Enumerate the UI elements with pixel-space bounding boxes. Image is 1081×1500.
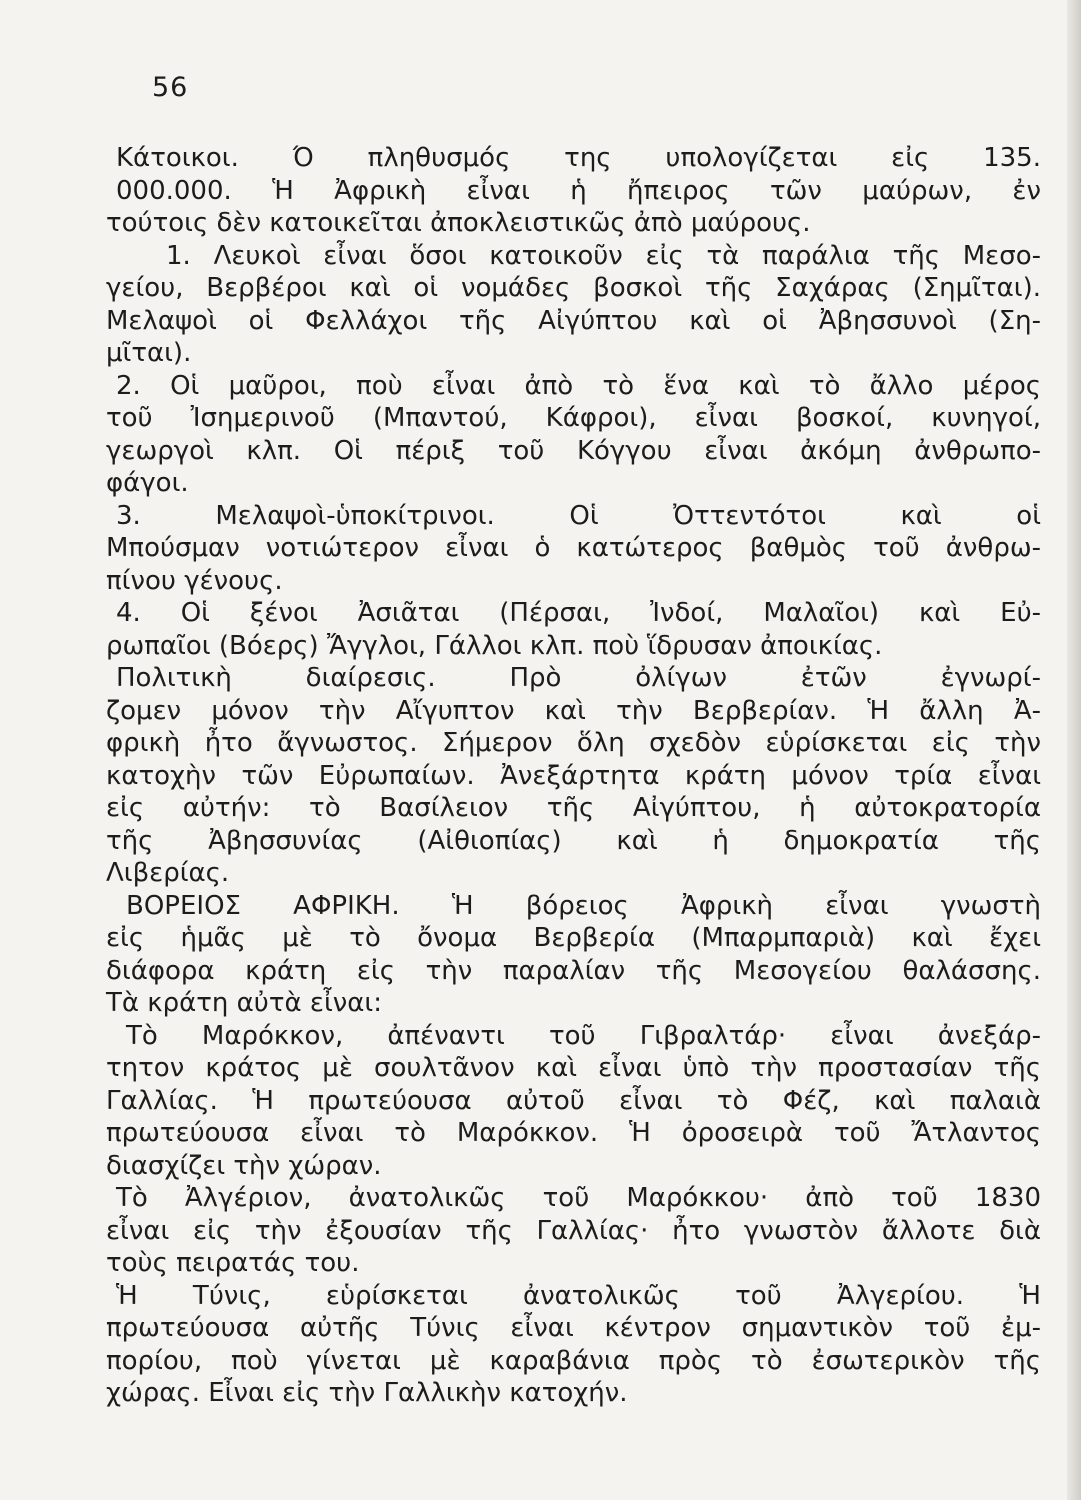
page-number: 56: [152, 72, 189, 103]
text-line: εἰς αὐτήν: τὸ Βασίλειον τῆς Αἰγύπτου, ἡ αὐτοκρατορία: [106, 793, 1041, 823]
text-line: κατοχὴν τῶν Εὐρωπαίων. Ἀνεξάρτητα κράτη μόνον τρία εἶναι: [106, 760, 1041, 791]
text-line: πίνου γένους.: [106, 565, 283, 596]
text-line: πορίου, ποὺ γίνεται μὲ καραβάνια πρὸς τὸ ἐσωτερικὸν τῆς: [106, 1345, 1041, 1376]
text-line: 000.000. Ἡ Ἀφρικὴ εἶναι ἡ ἤπειρος τῶν μαύρων, ἐν: [116, 175, 1041, 206]
text-line: γεωργοὶ κλπ. Οἱ πέριξ τοῦ Κόγγου εἶναι ἀκόμη ἀνθρωπο-: [106, 435, 1041, 466]
text-line: εἰς ἡμᾶς μὲ τὸ ὄνομα Βερβερία (Μπαρμπαριὰ) καὶ ἔχει: [106, 923, 1041, 953]
text-line: τοὺς πειρατάς του.: [106, 1248, 360, 1278]
text-line: Πολιτικὴ διαίρεσις. Πρὸ ὀλίγων ἐτῶν ἐγνωρί-: [116, 663, 1041, 693]
text-line: 1. Λευκοὶ εἶναι ὅσοι κατοικοῦν εἰς τὰ παράλια τῆς Μεσο-: [166, 240, 1041, 271]
text-line: Μελαψοὶ οἱ Φελλάχοι τῆς Αἰγύπτου καὶ οἱ Ἀβησσυνοὶ (Ση-: [106, 305, 1041, 336]
text-line: ΒΟΡΕΙΟΣ ΑΦΡΙΚΗ. Ἡ βόρειος Ἀφρικὴ εἶναι γνωστὴ: [126, 890, 1041, 921]
text-line: 3. Μελαψοὶ-ὑποκίτρινοι. Οἱ Ὀττεντότοι καὶ οἱ: [116, 500, 1041, 531]
text-line: Τὸ Ἀλγέριον, ἀνατολικῶς τοῦ Μαρόκκου· ἀπὸ τοῦ 1830: [116, 1183, 1041, 1213]
body-text: [106, 142, 1041, 1410]
text-line: Ἡ Τύνις, εὑρίσκεται ἀνατολικῶς τοῦ Ἀλγερίου. Ἡ: [116, 1280, 1041, 1311]
text-line: 4. Οἱ ξένοι Ἀσιᾶται (Πέρσαι, Ἰνδοί, Μαλαῖοι) καὶ Εὐ-: [116, 598, 1041, 628]
text-line: 2. Οἱ μαῦροι, ποὺ εἶναι ἀπὸ τὸ ἕνα καὶ τὸ ἄλλο μέρος: [116, 370, 1041, 401]
text-line: ρωπαῖοι (Βόερς) Ἄγγλοι, Γάλλοι κλπ. ποὺ ἵδρυσαν ἀποικίας.: [106, 630, 883, 661]
text-line: χώρας. Εἶναι εἰς τὴν Γαλλικὴν κατοχήν.: [106, 1378, 628, 1408]
text-line: Γαλλίας. Ἡ πρωτεύουσα αὐτοῦ εἶναι τὸ Φέζ, καὶ παλαιὰ: [106, 1085, 1041, 1116]
text-line: Τὰ κράτη αὐτὰ εἶναι:: [106, 988, 382, 1018]
text-line: πρωτεύουσα εἶναι τὸ Μαρόκκον. Ἡ ὀροσειρὰ τοῦ Ἄτλαντος: [106, 1118, 1041, 1148]
text-line: εἶναι εἰς τὴν ἐξουσίαν τῆς Γαλλίας· ἦτο γνωστὸν ἄλλοτε διὰ: [106, 1215, 1041, 1246]
text-line: Λιβερίας.: [106, 858, 230, 888]
text-line: τούτοις δὲν κατοικεῖται ἀποκλειστικῶς ἀπὸ μαύρους.: [106, 208, 811, 238]
text-line: γείου, Βερβέροι καὶ οἱ νομάδες βοσκοὶ τῆς Σαχάρας (Σημῖται).: [106, 273, 1041, 303]
text-line: φρικὴ ἦτο ἄγνωστος. Σήμερον ὅλη σχεδὸν εὑρίσκεται εἰς τὴν: [106, 728, 1041, 758]
text-line: τῆς Ἀβησσυνίας (Αἰθιοπίας) καὶ ἡ δημοκρατία τῆς: [106, 825, 1041, 856]
text-line: μῖται).: [106, 338, 192, 368]
text-line: διασχίζει τὴν χώραν.: [106, 1150, 382, 1181]
text-line: πρωτεύουσα αὐτῆς Τύνις εἶναι κέντρον σημαντικὸν τοῦ ἐμ-: [106, 1313, 1041, 1343]
text-line: τοῦ Ἰσημερινοῦ (Μπαντού, Κάφροι), εἶναι βοσκοί, κυνηγοί,: [106, 403, 1041, 433]
text-line: Τὸ Μαρόκκον, ἀπέναντι τοῦ Γιβραλτάρ· εἶναι ἀνεξάρ-: [126, 1020, 1041, 1051]
text-line: φάγοι.: [106, 468, 189, 498]
text-line: Κάτοικοι. Ό πληθυσμός της υπολογίζεται εἰς 135.: [116, 143, 1041, 173]
text-line: Μπούσμαν νοτιώτερον εἶναι ὁ κατώτερος βαθμὸς τοῦ ἀνθρω-: [106, 533, 1041, 563]
text-line: διάφορα κράτη εἰς τὴν παραλίαν τῆς Μεσογείου θαλάσσης.: [106, 955, 1041, 986]
text-line: τητον κράτος μὲ σουλτᾶνον καὶ εἶναι ὑπὸ τὴν προστασίαν τῆς: [106, 1053, 1041, 1083]
page-edge-shadow: [1067, 0, 1081, 1500]
text-line: ζομεν μόνον τὴν Αἴγυπτον καὶ τὴν Βερβερίαν. Ἡ ἄλλη Ἀ-: [106, 695, 1041, 726]
